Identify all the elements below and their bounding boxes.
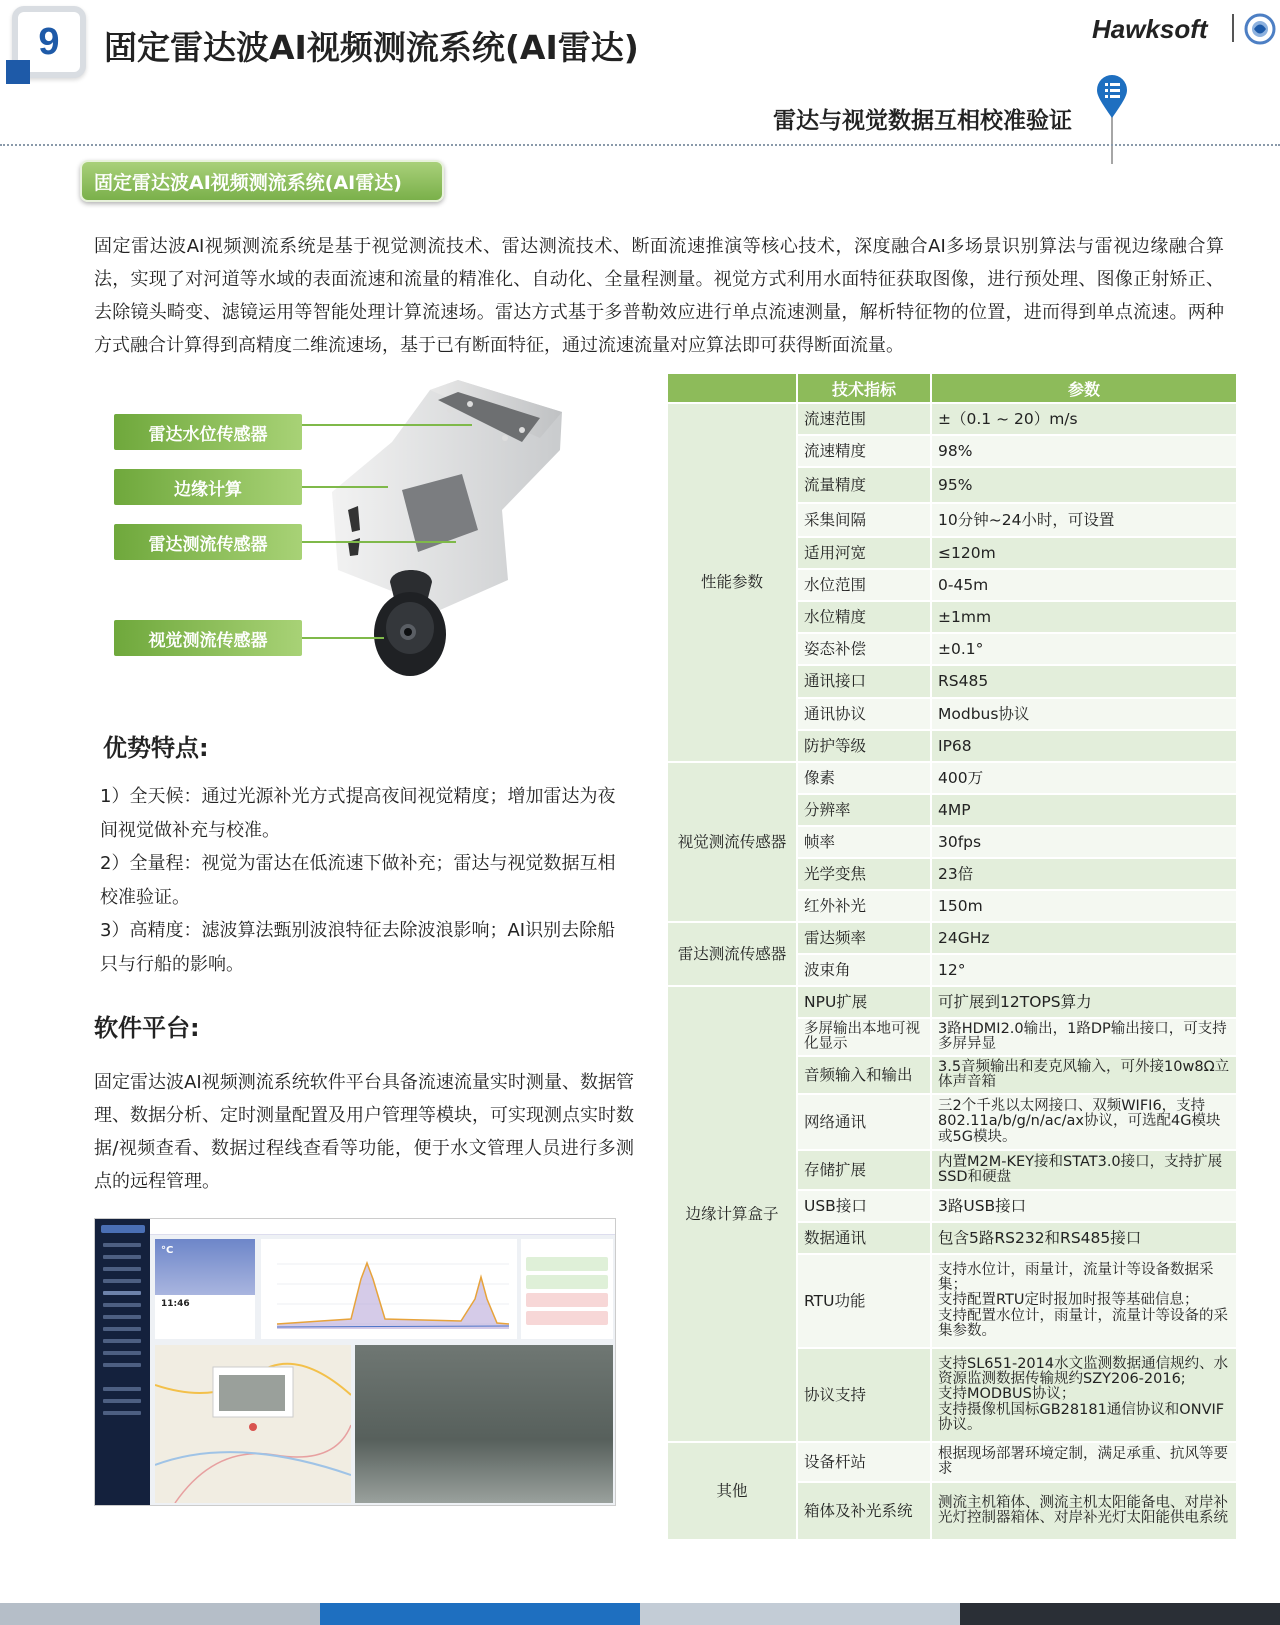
spec-value: 98%: [931, 435, 1237, 467]
spec-name: 水位范围: [797, 569, 931, 601]
spec-name: 水位精度: [797, 601, 931, 633]
group-edge-box: 边缘计算盒子: [667, 986, 797, 1442]
advantage-item: 3）高精度：滤波算法甄别波浪特征去除波浪影响；AI识别去除船只与行船的影响。: [100, 920, 616, 975]
spec-name: NPU扩展: [797, 986, 931, 1018]
spec-name: 红外补光: [797, 890, 931, 922]
spec-value: 可扩展到12TOPS算力: [931, 986, 1237, 1018]
spec-name: 姿态补偿: [797, 633, 931, 665]
group-radar-sensor: 雷达测流传感器: [667, 922, 797, 986]
spec-value: 3.5音频输出和麦克风输入，可外接10w8Ω立体声音箱: [931, 1056, 1237, 1094]
spec-value: 3路USB接口: [931, 1190, 1237, 1222]
spec-value: 150m: [931, 890, 1237, 922]
spec-name: 箱体及补光系统: [797, 1482, 931, 1540]
software-heading: 软件平台:: [94, 1014, 200, 1042]
footer-bar-segment: [960, 1603, 1280, 1625]
radar-camera-device-illustration: [330, 380, 570, 690]
spec-header-param: 参数: [931, 373, 1237, 403]
brand-name: Hawksoft: [1092, 14, 1208, 44]
spec-value: 内置M2M-KEY接和STAT3.0接口，支持扩展SSD和硬盘: [931, 1150, 1237, 1190]
spec-name: 帧率: [797, 826, 931, 858]
group-other: 其他: [667, 1442, 797, 1540]
spec-value: 24GHz: [931, 922, 1237, 954]
spec-value: IP68: [931, 730, 1237, 762]
label-edge-computing: 边缘计算: [114, 469, 302, 505]
leader-line-2: [300, 486, 388, 488]
spec-name: 存储扩展: [797, 1150, 931, 1190]
spec-value: 3路HDMI2.0输出，1路DP输出接口，可支持多屏异显: [931, 1018, 1237, 1056]
label-vision-flow-sensor: 视觉测流传感器: [114, 620, 302, 656]
spec-name: 多屏输出本地可视化显示: [797, 1018, 931, 1056]
screenshot-weather-card: [155, 1239, 255, 1339]
software-platform-screenshot: [94, 1218, 616, 1506]
spec-name: 分辨率: [797, 794, 931, 826]
intro-paragraph: 固定雷达波AI视频测流系统是基于视觉测流技术、雷达测流技术、断面流速推演等核心技术，深度融合AI多场景识别算法与雷视边缘融合算法，实现了对河道等水域的表面流速和流量的精准化、自动化、全量程测量。视觉方式利用水面特征获取图像，进行预处理、图像正射矫正、去除镜头畸变、滤镜运用等智能处理计算流速场。雷达方式基于多普勒效应进行单点流速测量，解析特征物的位置，进而得到单点流速。两种方式融合计算得到高精度二维流速场，基于已有断面特征，通过流速流量对应算法即可获得断面流量。: [94, 236, 1224, 356]
page-title: 固定雷达波AI视频测流系统(AI雷达): [104, 28, 639, 67]
footer-bar-segment: [640, 1603, 960, 1625]
spec-value: 包含5路RS232和RS485接口: [931, 1222, 1237, 1254]
spec-value: 10分钟~24小时，可设置: [931, 503, 1237, 537]
spec-value: 30fps: [931, 826, 1237, 858]
spec-name: 流速范围: [797, 403, 931, 435]
screenshot-flow-chart: [261, 1239, 517, 1339]
spec-value: 0-45m: [931, 569, 1237, 601]
spec-value: 4MP: [931, 794, 1237, 826]
spec-name: 光学变焦: [797, 858, 931, 890]
spec-name: 像素: [797, 762, 931, 794]
spec-name: 雷达频率: [797, 922, 931, 954]
spec-value: 95%: [931, 467, 1237, 503]
leader-line-4: [300, 637, 384, 639]
spec-value: 23倍: [931, 858, 1237, 890]
leader-line-1: [300, 424, 472, 426]
spec-table: [666, 372, 1238, 1541]
screenshot-map: [155, 1345, 351, 1503]
brand-logo-icon: [1244, 12, 1276, 46]
spec-value: 根据现场部署环境定制，满足承重、抗风等要求: [931, 1442, 1237, 1482]
group-performance: 性能参数: [667, 403, 797, 762]
label-radar-flow-sensor: 雷达测流传感器: [114, 524, 302, 560]
footer-bar-segment: [320, 1603, 640, 1625]
screenshot-alert-list: [521, 1239, 613, 1339]
spec-value: ±（0.1 ~ 20）m/s: [931, 403, 1237, 435]
spec-name: 协议支持: [797, 1348, 931, 1442]
spec-name: 适用河宽: [797, 537, 931, 569]
page-number: 9: [38, 20, 60, 63]
advantages-list: [100, 780, 620, 981]
spec-value: 支持水位计，雨量计，流量计等设备数据采集； 支持配置RTU定时报加时报等基础信息； 支持配置水位计，雨量计，流量计等设备的采集参数。: [931, 1254, 1237, 1348]
spec-name: 网络通讯: [797, 1094, 931, 1150]
spec-name: 音频输入和输出: [797, 1056, 931, 1094]
page-subtitle: 雷达与视觉数据互相校准验证: [773, 108, 1072, 134]
section-tag: 固定雷达波AI视频测流系统(AI雷达): [80, 160, 444, 202]
spec-header-blank: [667, 373, 797, 403]
spec-value: ±0.1°: [931, 633, 1237, 665]
spec-name: 流量精度: [797, 467, 931, 503]
spec-value: ±1mm: [931, 601, 1237, 633]
spec-name: 波束角: [797, 954, 931, 986]
header-divider: [0, 144, 1280, 146]
screenshot-time: 11:46: [161, 1299, 190, 1309]
leader-line-3: [300, 541, 456, 543]
advantage-item: 2）全量程：视觉为雷达在低流速下做补充；雷达与视觉数据互相校准验证。: [100, 853, 616, 908]
spec-name: 设备杆站: [797, 1442, 931, 1482]
spec-header-indicator: 技术指标: [797, 373, 931, 403]
spec-value: 支持SL651-2014水文监测数据通信规约、水资源监测数据传输规约SZY206-2016; 支持MODBUS协议； 支持摄像机国标GB28181通信协议和ONVIF协议。: [931, 1348, 1237, 1442]
spec-value: Modbus协议: [931, 698, 1237, 730]
spec-value: 测流主机箱体、测流主机太阳能备电、对岸补光灯控制器箱体、对岸补光灯太阳能供电系统: [931, 1482, 1237, 1540]
screenshot-sidebar: [95, 1219, 150, 1506]
label-radar-level-sensor: 雷达水位传感器: [114, 414, 302, 450]
spec-value: RS485: [931, 665, 1237, 698]
spec-name: USB接口: [797, 1190, 931, 1222]
spec-name: 通讯协议: [797, 698, 931, 730]
advantage-item: 1）全天候：通过光源补光方式提高夜间视觉精度；增加雷达为夜间视觉做补充与校准。: [100, 786, 616, 841]
spec-value: ≤120m: [931, 537, 1237, 569]
group-vision-sensor: 视觉测流传感器: [667, 762, 797, 922]
spec-value: 12°: [931, 954, 1237, 986]
footer-bar-segment: [0, 1603, 320, 1625]
screenshot-temperature: °C: [161, 1245, 174, 1256]
screenshot-river-video: [355, 1345, 613, 1503]
software-paragraph: 固定雷达波AI视频测流系统软件平台具备流速流量实时测量、数据管理、数据分析、定时测量配置及用户管理等模块，可实现测点实时数据/视频查看、数据过程线查看等功能，便于水文管理人员进行多测点的远程管理。: [94, 1072, 634, 1192]
spec-name: RTU功能: [797, 1254, 931, 1348]
advantages-heading: 优势特点:: [103, 734, 209, 762]
spec-name: 数据通讯: [797, 1222, 931, 1254]
spec-value: 400万: [931, 762, 1237, 794]
spec-name: 防护等级: [797, 730, 931, 762]
badge-corner-decoration: [6, 60, 30, 84]
spec-name: 采集间隔: [797, 503, 931, 537]
spec-name: 通讯接口: [797, 665, 931, 698]
spec-name: 流速精度: [797, 435, 931, 467]
brand-separator: [1232, 14, 1234, 42]
spec-value: 三2个千兆以太网接口、双频WIFI6，支持802.11a/b/g/n/ac/ax协议，可选配4G模块或5G模块。: [931, 1094, 1237, 1150]
list-pin-icon: [1095, 74, 1129, 164]
screenshot-topbar: [150, 1219, 616, 1235]
